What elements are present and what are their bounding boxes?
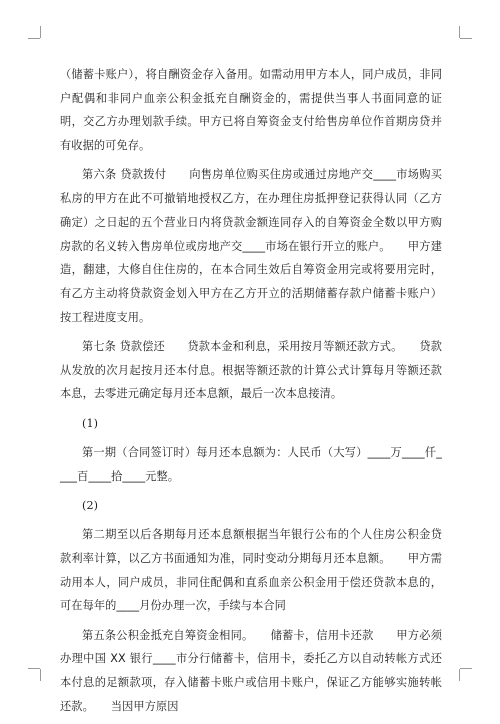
- paragraph-second-period-payment: 第二期至以后各期每月还本息额根据当年银行公布的个人住房公积金贷款利率计算，以乙方书面通知为准，同时变动分期每月还本息额。 甲方需动用本人，同户成员，非同住配偶和直系血亲公积金用于偿还贷款本息的，可在每年的____月份办理一次，手续与本合同: [60, 528, 442, 613]
- paragraph-article-6-loan-disbursement: 第六条 贷款拨付 向售房单位购买住房或通过房地产交____市场购买私房的甲方在此不可撤销地授权乙方，在办理住房抵押登记获得认同（乙方确定）之日起的五个营业日内将贷款金额连同存入的自筹资金全数以甲方购房款的名义转入售房单位或房地产交____市场在银行开立的账户。 甲方建造，翻建，大修自住住房的，在本合同生效后自筹资金用完或将要用完时，有乙方主动将贷款资金划入甲方在乙方开立的活期储蓄存款户储蓄卡账户）按工程进度支用。: [60, 168, 442, 324]
- crop-mark-bottom-right-horizontal: [460, 668, 472, 669]
- crop-mark-bottom-left-horizontal: [28, 668, 40, 669]
- paragraph-article-7-loan-repayment: 第七条 贷款偿还 贷款本金和利息，采用按月等额还款方式。 贷款从发放的次月起按月还本付息。根据等额还款的计算公式计算每月等额还款本息，去零进元确定每月还本息额，最后一次本息接清。: [60, 339, 442, 401]
- crop-mark-top-right-horizontal: [460, 38, 472, 39]
- paragraph-article-5-card-repayment: 第五条公积金抵充自筹资金相同。 储蓄卡，信用卡还款 甲方必须办理中国 XX 银行____市分行储蓄卡，信用卡，委托乙方以自动转帐方式还本付息的足额款项，存入储蓄卡账户或信用卡账户，保证乙方能够实施转帐还款。 当因甲方原因: [60, 628, 442, 713]
- crop-mark-top-left-vertical: [40, 26, 41, 38]
- paragraph-first-period-payment: 第一期（合同签订时）每月还本息额为：人民币（大写）____万____仟____百____拾____元整。: [60, 445, 442, 483]
- crop-mark-top-left-horizontal: [28, 38, 40, 39]
- paragraph-item-2-number: (2): [82, 498, 99, 512]
- crop-mark-top-right-vertical: [459, 26, 460, 38]
- crop-mark-bottom-right-vertical: [459, 669, 460, 681]
- paragraph-deposit-account: （储蓄卡账户），将自酬资金存入备用。如需动用甲方本人，同户成员，非同户配偶和非同户血亲公积金抵充自酬资金的，需提供当事人书面同意的证明，交乙方办理划款手续。甲方已将自筹资金支付给售房单位作首期房贷并有收据的可免存。: [60, 68, 442, 153]
- document-body: [60, 63, 442, 724]
- crop-mark-bottom-left-vertical: [40, 669, 41, 681]
- paragraph-item-1-number: (1): [82, 416, 99, 430]
